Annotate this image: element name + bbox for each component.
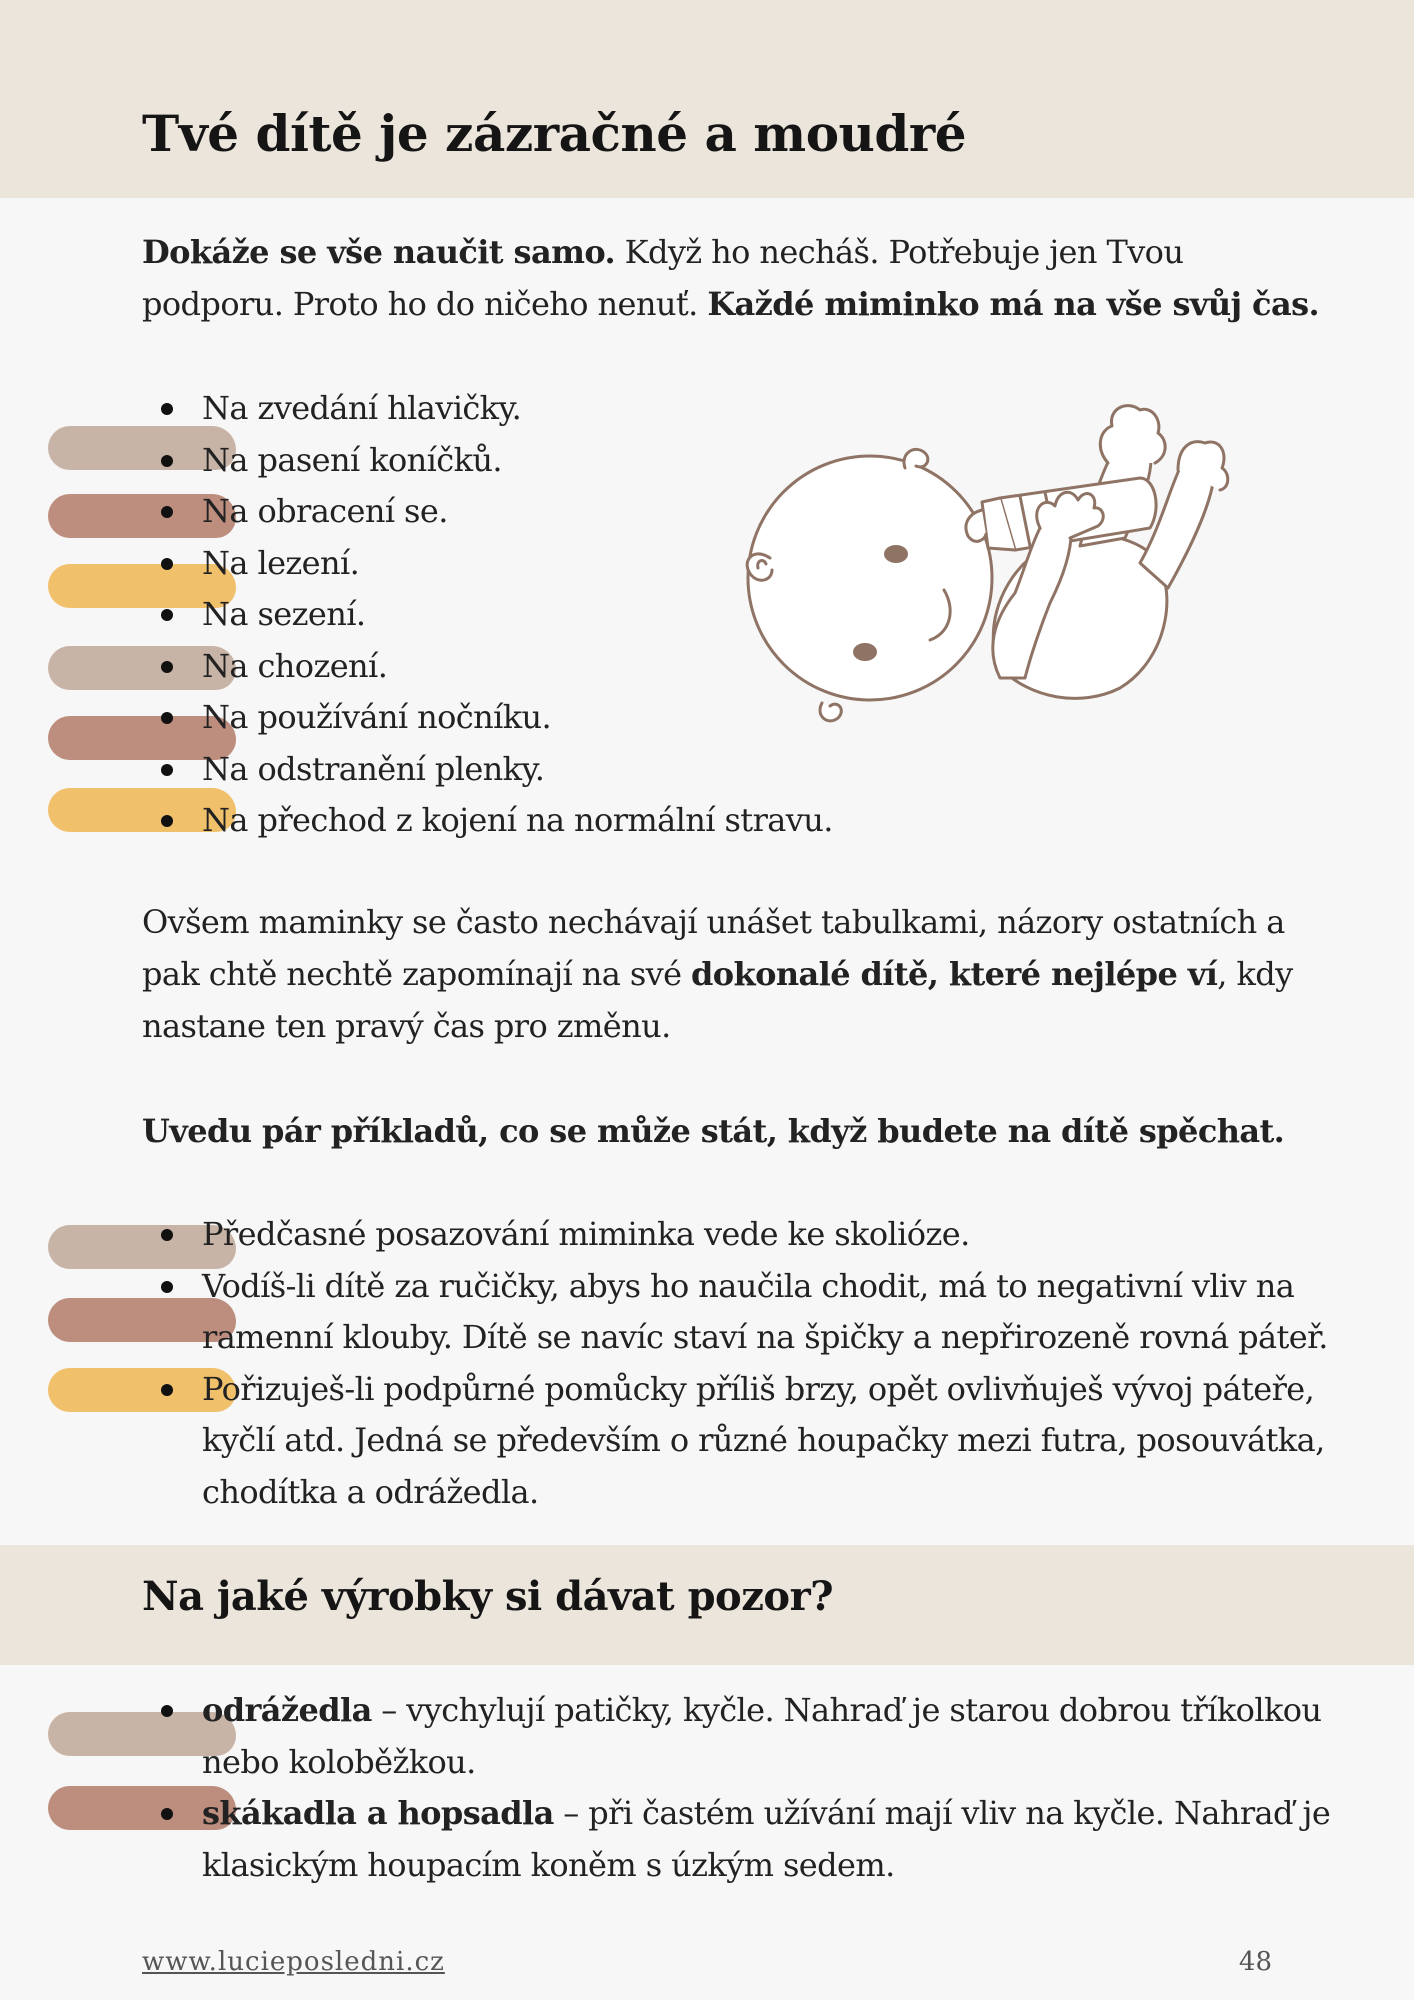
list-item [142, 1788, 1342, 1891]
list-item: Na chození. [142, 641, 833, 693]
page-number: 48 [1238, 1947, 1272, 1977]
list-item: Vodíš-li dítě za ručičky, abys ho naučila chodit, má to negativní vliv na ramenní klouby. Dítě se navíc staví na špičky a nepřirozeně rovná páteř. [142, 1261, 1342, 1364]
list-item: Předčasné posazování miminka vede ke skolióze. [142, 1209, 1342, 1261]
list-item: Na pasení koníčků. [142, 435, 833, 487]
list-item: Na obracení se. [142, 486, 833, 538]
intro-paragraph [142, 226, 1332, 330]
list-item: Na zvedání hlavičky. [142, 383, 833, 435]
list-item: Na používání nočníku. [142, 692, 833, 744]
list-item: Pořizuješ-li podpůrné pomůcky příliš brzy, opět ovlivňuješ vývoj páteře, kyčlí atd. Jedná se především o různé houpačky mezi futra, posouvátka, chodítka a odrážedla. [142, 1364, 1342, 1519]
list-item: Na sezení. [142, 589, 833, 641]
intro-bold-2: Každé miminko má na vše svůj čas. [707, 285, 1320, 323]
intro-bold-1: Dokáže se vše naučit samo. [142, 233, 616, 271]
products-list [142, 1685, 1342, 1891]
product-note: – vychylují patičky, kyčle. Nahraď je starou dobrou tříkolkou nebo koloběžkou. [202, 1691, 1322, 1781]
product-name: skákadla a hopsadla [202, 1794, 554, 1832]
para2-bold: dokonalé dítě, které nejlépe ví [691, 955, 1218, 993]
list-item: Na lezení. [142, 538, 833, 590]
list-item [142, 1685, 1342, 1788]
section-title: Na jaké výrobky si dávat pozor? [142, 1573, 834, 1620]
page-title: Tvé dítě je zázračné a moudré [142, 104, 967, 163]
baby-with-bottle-illustration [700, 378, 1280, 758]
header-band [0, 0, 1414, 198]
product-note: – při častém užívání mají vliv na kyčle. Nahraď je klasickým houpacím koněm s úzkým sedem. [202, 1794, 1331, 1884]
list-item: Na přechod z kojení na normální stravu. [142, 795, 833, 847]
examples-heading: Uvedu pár příkladů, co se může stát, když budete na dítě spěchat. [142, 1112, 1285, 1150]
website-link[interactable]: www.lucieposledni.cz [142, 1947, 445, 1977]
maminky-paragraph [142, 896, 1332, 1052]
para2-text-1: Ovšem maminky se často nechávají unášet tabulkami, názory ostatních a pak chtě nechtě zapomínají na své [142, 903, 1285, 993]
list-item: Na odstranění plenky. [142, 744, 833, 796]
product-name: odrážedla [202, 1691, 372, 1729]
examples-list [142, 1209, 1342, 1518]
para2-text-2: , kdy nastane ten pravý čas pro změnu. [142, 955, 1293, 1045]
intro-text: Když ho necháš. Potřebuje jen Tvou podporu. Proto ho do ničeho nenuť. [142, 233, 1184, 323]
